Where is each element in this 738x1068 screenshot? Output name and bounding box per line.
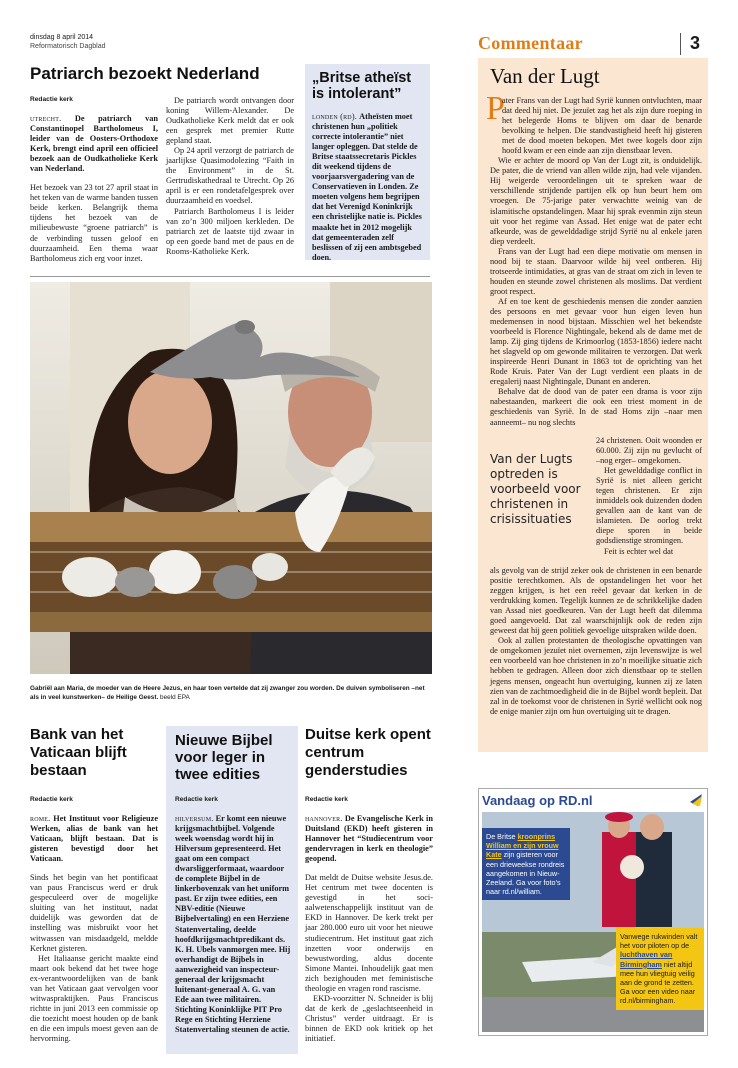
paragraph: Wie er achter de moord op Van der Lugt zit, is onduidelijk. De pater, die de vriend van allen wilde zijn, had vele vijanden. Hij weigerde veroordelingen uit te spreken waar de verschillende strijdende partijen elk op hun beurt hem om vroegen. De 75-jarige pater verwachtte weinig van de islamitische opstandelingen. Maar hij sprak evenmin zijn steun uit voor het regime van Assad. Het enige wat de pater echt afkeurde, was de gewelddadige strijd Syrië nu al enkele jaren diep verdeelt. (490, 156, 702, 246)
paragraph: EKD-voorzitter N. Schneider is blij dat de kerk de „geslachtseenheid in Christus” verder uitdraagt. Er is binnen de EKD ook kritiek op het initiatief. (305, 993, 433, 1043)
photo-caption (30, 684, 430, 702)
headline-bible: Nieuwe Bijbel voor leger in twee edities (175, 732, 273, 783)
promo-title: Vandaag op RD.nl (482, 793, 593, 808)
paragraph: Sinds het begin van het pontificaat van paus Franciscus werd er druk gespeculeerd over de mogelijke sluiting van het instituut, nadat duidelijk was geworden dat de instelling was misbruikt voor het witwassen van misdaadgeld, meldde Kerknet gisteren. (30, 873, 158, 953)
photo-credit: beeld EPA (160, 694, 190, 701)
divider (30, 276, 430, 277)
headline-gender: Duitse kerk opent centrum genderstudies (305, 726, 431, 779)
link-william-kate[interactable]: kroonprins William en zijn vrouw Kate (486, 832, 559, 860)
commentaar-title: Van der Lugt (490, 64, 600, 88)
news-photo (30, 282, 432, 674)
byline-bible: Redactie kerk (175, 796, 218, 803)
dateline: utrecht. (30, 114, 62, 123)
patriarch-col2 (166, 96, 294, 257)
paragraph: 24 christenen. Ooit woonden er 60.000. Zij zijn nu gevlucht of –nog erger– omgekomen. (596, 436, 702, 466)
paragraph: Frans van der Lugt had een diepe motivatie om mensen in nood bij te staan. Daarvoor wilde hij veel ontberen. Hij trotseerde intimidaties, at gras van de straat om zich in leven te houden en steunde zowel christenen als moslims. Dat verdient groot respect. (490, 246, 702, 296)
paragraph: Het Italiaanse gericht maakte eind maart ook bekend dat het twee hoge ex-verantwoordelijken van de bank van het Vaticaan gaat vervolgen voor witwaspraktijken. Paus Franciscus richtte in juni 2013 een commissie op die toezicht moest houden op de bank en die een impuls moest geven aan de hervorming. (30, 953, 158, 1043)
patriarch-col1 (30, 114, 158, 264)
paragraph: Patriarch Bartholomeus I is leider van zo’n 300 miljoen kerkleden. De patriarch zet de laatste tijd zwaar in op een goede band met de paus en de Rooms-Katholieke Kerk. (166, 206, 294, 256)
byline-gender: Redactie kerk (305, 796, 348, 803)
page-number: 3 (690, 33, 701, 53)
gender-text (305, 814, 433, 1044)
photo-illustration (30, 282, 432, 674)
article-lead: De patriarch van Constantinopel Bartholomeus I, leider van de Oosters-Orthodoxe Kerk, brengt eind april een officieel bezoek aan de Oudkatholieke Kerk van Nederland. (30, 114, 158, 174)
paragraph: Ook al zullen protestanten de theologische opvattingen van de omgekomen jezuïet niet overnemen, zijn levenswijze is wel een voorbeeld van hoe christenen in zo’n moeilijke situatie zich hebben te gedragen. Alleen door zich dienstbaar op te stellen jegens mensen, ongeacht hun overtuiging, kunnen zij ze laten zien van de zachtmoedigheid die in de Bijbel wordt bepleit. Dat zal in de toekomst voor de christenen in Syrië wellicht ook nog de enige manier zijn om hun overtuiging uit te dragen. (490, 636, 702, 716)
promo-box-birmingham (616, 928, 704, 1010)
dropcap: P (486, 90, 505, 127)
pull-quote: Van der Lugts optreden is voorbeeld voor christenen in crisissituaties (490, 452, 581, 526)
caption-text: Gabriël aan Maria, de moeder van de Heere Jezus, en haar toen vertelde dat zij zwanger zou worden. De duiven symboliseren –net als in veel kunstwerken– de Heilige Geest. (30, 685, 425, 701)
article-lead: De Evangelische Kerk in Duitsland (EKD) heeft gisteren in Hannover het “Studiecentrum voor gendervragen in kerk en theologie” geopend. (305, 814, 433, 864)
section-title: Commentaar (478, 33, 583, 53)
article-lead: Het Instituut voor Religieuze Werken, alias de bank van het Vaticaan, blijft bestaan. Dat is gisteren bevestigd door het Vaticaan. (30, 814, 158, 864)
promo-text: niet altijd mee hun vliegtuig veilig aan de grond te zetten. Ga voor een video naar rd.nl/birmingham. (620, 959, 696, 1006)
promo-text: De Britse (486, 832, 518, 841)
rd-logo-icon (688, 792, 704, 808)
paragraph: Feit is echter wel dat (604, 546, 674, 556)
paper-name: Reformatorisch Dagblad (30, 43, 106, 50)
link-birmingham[interactable]: luchthaven van Birmingham (620, 950, 673, 969)
promo-box-william (482, 828, 570, 900)
headline-patriarch: Patriarch bezoekt Nederland (30, 64, 260, 83)
commentaar-narrow-text (596, 436, 702, 557)
dateline: hannover. (305, 814, 343, 823)
article-lead: Er komt een nieuwe krijgsmachtbijbel. Volgende week woensdag wordt hij in Hilversum gepresenteerd. Het gaat om een compact dwarsliggerformaat, waardoor de complete Bijbel in de linkerbovenzak van het uniform past. Er zijn twee edities, een NBV-editie (Nieuwe Bijbelvertaling) en een Herziene Statenvertaling, deelde hoofdkrijgsmachtpredikant ds. K. H. Ubels vanmorgen mee. Hij overhandigt de Bijbels in aanwezigheid van inspecteur-generaal der krijgsmacht luitenant-generaal A. G. van Ede aan twee militairen. Stichting Koninklijke PIT Pro Rege en Stichting Herziene Statenvertaling steunen de actie. (175, 814, 291, 1034)
issue-date: dinsdag 8 april 2014 (30, 34, 94, 41)
dateline: hilversum. (175, 814, 214, 823)
dateline: rome. (30, 814, 51, 823)
paragraph: als gevolg van de strijd zeker ook de christenen in een benarde positie terechtkomen. Als de opstandelingen het voor het zeggen krijgen, is het een reëel gevaar dat kerken in de verdrukking komen. Tegelijk kunnen ze de schrikkelijke daden van Assad niet goedkeuren. Van der Lugt heeft dat dilemma goed aangevoeld. Dat zal waarschijnlijk ook de reden zijn geweest dat hij geen politiek gevoelige uitspraken wilde doen. (490, 566, 702, 636)
paragraph: Behalve dat de dood van de pater een drama is voor zijn nabestaanden, markeert die ook een triest moment in de geschiedenis van Syrië. In de stad Homs zijn –naar men aanneemt– nu nog slechts (490, 387, 702, 427)
byline-patriarch: Redactie kerk (30, 96, 73, 103)
article-lead: Atheïsten moet christenen hun „politiek correcte intolerantie” niet langer opleggen. Dat stelde de Britse staatssecretaris Pickles dit weekend tijdens de voorjaarsvergadering van de Conservatieven in Londen. Ze moeten volgens hem begrijpen dat het Verenigd Koninkrijk een christelijke natie is. Pickles maakte het in 2012 mogelijk dat gemeenteraden zelf beslissen of zij een ambtsgebed doen. (312, 112, 422, 262)
paragraph: Af en toe kent de geschiedenis mensen die zonder aanzien des persoons en met gevaar voor hun eigen leven hun medemensen in nood bijstaan. Misschien wel het bekendste voorbeeld is Florence Nightingale, bekend als de dame met de lamp. Zij ging tijdens de Krimoorlog (1853-1856) iedere nacht het slagveld op om gewonde militairen te verzorgen. Dat werk inspireerde Henri Dunant in 1863 tot de oprichting van het Rode Kruis. Pater Van der Lugt verdient een plaats in de eregalerij naast Nightingale, Dunant en anderen. (490, 296, 702, 387)
commentaar-text (490, 96, 702, 428)
paragraph: Het gewelddadige conflict in Syrië is niet alleen gericht tegen christenen. Er zijn inmiddels ook duizenden doden gevallen aan de kant van de islamieten. De oorlog trekt diepe sporen in beide godsdienstige stromingen. (596, 466, 702, 546)
paragraph: ater Frans van der Lugt had Syrië kunnen ontvluchten, maar dat deed hij niet. De jezuïet zag het als zijn dure roeping in het belegerde Homs te blijven om daar de benarde bevolking te helpen. Die standvastigheid heeft hij gisteren met de dood moeten bekopen. Met twee kogels door zijn hoofd kwam er een einde aan zijn dienstbaar leven. (502, 96, 702, 156)
promo-text: zijn gisteren voor een drieweekse rondreis aangekomen in Nieuw-Zeeland. Ga voor foto’s naar rd.nl/william. (486, 850, 565, 897)
commentaar-text-bottom (490, 566, 702, 717)
dateline: londen (rd). (312, 112, 358, 121)
masthead (30, 33, 105, 51)
paragraph: Op 24 april verzorgt de patriarch de jaarlijkse Quasimodolezing “Faith in the Environment” in de St. Gertrudiskathedraal te Utrecht. Op 26 april is er een rondetafelgesprek over duurzaamheid en voedsel. (166, 146, 294, 206)
headline-atheist: „Britse atheïst is intolerant” (312, 70, 412, 102)
byline-bank: Redactie kerk (30, 796, 73, 803)
masthead-divider (680, 33, 681, 55)
atheist-text (312, 112, 425, 263)
promo-text: Vanwege rukwinden valt het voor piloten op de (620, 932, 698, 951)
paragraph: Dat meldt de Duitse website Jesus.de. Het centrum met twee docenten is gevestigd in het sociaalwetenschappelijk instituut van de EKD in Hannover. De kerk trekt per jaar 280.000 euro uit voor het nieuwe studiecentrum. Het instituut gaat zich inzetten voor onderwijs en bewustwording, aldus docente Simone Mantei. Inhoudelijk gaat men zich bezighouden met feministische theologie en vragen rond rascisme. (305, 873, 433, 993)
headline-bank: Bank van het Vaticaan blijft bestaan (30, 726, 127, 779)
bible-text (175, 814, 291, 1035)
bank-text (30, 814, 158, 1044)
paragraph: Het bezoek van 23 tot 27 april staat in het teken van de warme banden tussen beide kerken. Belangrijk thema tijdens het bezoek van de milieubewuste “groene patriarch” is de verbinding tussen geloof en duurzaamheid. Een thema waar Bartholomeus zich erg voor inzet. (30, 183, 158, 263)
paragraph: De patriarch wordt ontvangen door koning Willem-Alexander. De Oudkatholieke Kerk meldt dat er ook een gesprek met premier Rutte gepland staat. (166, 96, 294, 146)
